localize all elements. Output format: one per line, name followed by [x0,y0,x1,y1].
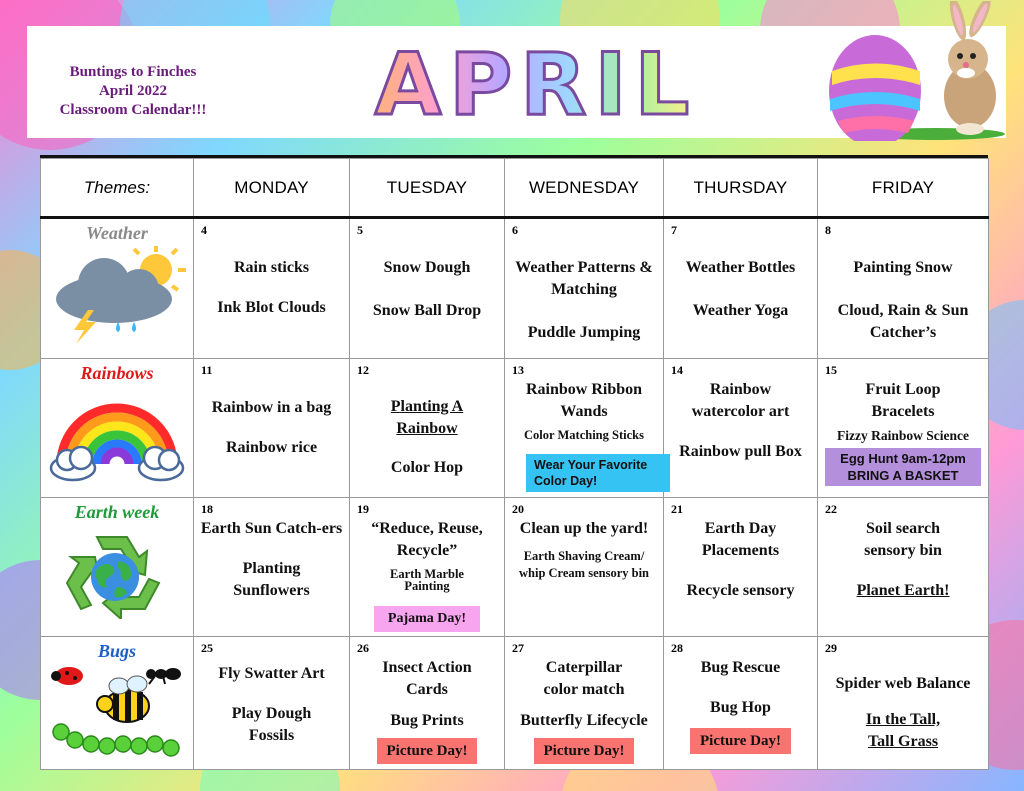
friday-header: FRIDAY [818,159,989,218]
event-badge: Picture Day! [534,738,635,764]
activity: Color Matching Sticks [524,428,644,442]
day-cell-6 [505,218,664,359]
activity: Earth Marble Painting [390,567,464,593]
event-badge: Picture Day! [690,728,791,754]
day-number: 25 [201,641,213,655]
activity: Weather Patterns & Matching [515,259,653,298]
day-number: 4 [201,223,207,237]
day-number: 19 [357,502,369,516]
ant-icon [147,669,180,684]
ladybug-icon [51,667,83,685]
theme-label: Weather [86,223,148,243]
activity: Bug Rescue [700,659,781,676]
day-cell-28 [664,637,818,770]
day-cell-25 [194,637,350,770]
day-number: 27 [512,641,524,655]
calendar-label: Classroom Calendar!!! [59,102,207,118]
day-cell-12 [350,359,505,498]
activity: Bug Hop [710,699,771,716]
activity: Caterpillar color match [543,659,625,698]
day-number: 6 [512,223,518,237]
activity: Soil search sensory bin [864,520,942,559]
theme-label: Rainbows [80,363,154,383]
day-number: 12 [357,363,369,377]
activity: Painting Snow [853,259,953,276]
day-cell-19 [350,498,505,637]
activity: Rainbow rice [225,439,318,456]
day-cell-29 [818,637,989,770]
themes-column-header: Themes: [41,159,194,218]
day-number: 11 [201,363,213,377]
month-year: April 2022 [99,83,167,99]
header-title [35,63,231,120]
day-number: 14 [671,363,683,377]
event-badge: Pajama Day! [374,606,480,632]
activity: Rainbow watercolor art [691,381,790,420]
monday-header: MONDAY [194,159,350,218]
activity: Rainbow pull Box [679,443,802,460]
day-cell-15 [818,359,989,498]
day-cell-11 [194,359,350,498]
day-number: 22 [825,502,837,516]
activity: Planting A Rainbow [390,398,464,437]
calendar-table [40,158,989,770]
day-number: 15 [825,363,837,377]
activity: Clean up the yard! [519,520,649,537]
activity: In the Tall, Tall Grass [865,711,941,750]
day-number: 21 [671,502,683,516]
day-cell-18 [194,498,350,637]
activity: Earth Sun Catch-ers [200,520,343,537]
day-number: 28 [671,641,683,655]
week-row-bugs [41,637,989,770]
event-badge [825,448,981,486]
activity: Butterfly Lifecycle [520,712,648,729]
event-badge-line2: BRING A BASKET [847,468,959,483]
activity: Snow Ball Drop [372,302,482,319]
header-row [41,159,989,218]
activity: Fizzy Rainbow Science [837,428,969,443]
bee-icon [97,676,149,722]
day-cell-22 [818,498,989,637]
week-row-weather [41,218,989,359]
activity: Rain sticks [233,259,310,276]
activity: Planet Earth! [856,582,950,599]
day-cell-27 [505,637,664,770]
event-badge: Wear Your Favorite Color Day! [526,454,670,492]
rainbow-cloud-icon [47,384,187,482]
week-row-earth-week [41,498,989,637]
activity: Fly Swatter Art [218,665,325,682]
activity: Cloud, Rain & Sun Catcher’s [837,302,969,341]
day-number: 29 [825,641,837,655]
activity: Weather Bottles [685,259,796,276]
day-cell-4 [194,218,350,359]
week-row-rainbows [41,359,989,498]
day-number: 5 [357,223,363,237]
activity: “Reduce, Reuse, Recycle” [371,520,483,559]
april-title-text: APRIL [374,36,698,132]
day-cell-21 [664,498,818,637]
theme-label: Earth week [74,502,160,522]
caterpillar-icon [53,724,179,756]
day-cell-8 [818,218,989,359]
activity: Rainbow Ribbon Wands [525,381,643,420]
activity: Bug Prints [390,712,464,729]
activity: Weather Yoga [692,302,789,319]
day-number: 8 [825,223,831,237]
activity: Earth Shaving Cream/ whip Cream sensory bin [519,549,649,580]
activity: Recycle sensory [686,582,795,599]
day-number: 13 [512,363,524,377]
day-cell-26 [350,637,505,770]
day-cell-20 [505,498,664,637]
recycle-earth-icon [47,523,187,619]
day-number: 18 [201,502,213,516]
activity: Puddle Jumping [527,324,641,341]
day-cell-7 [664,218,818,359]
tuesday-header: TUESDAY [350,159,505,218]
activity: Planting Sunflowers [233,560,310,599]
bugs-icon [47,662,187,758]
class-name: Buntings to Finches [69,64,197,80]
day-number: 26 [357,641,369,655]
thursday-header: THURSDAY [664,159,818,218]
activity: Insect Action Cards [382,659,472,698]
event-badge: Picture Day! [377,738,478,764]
event-badge-line1: Egg Hunt 9am-12pm [840,451,966,466]
theme-cell-weather [41,218,194,359]
easter-bunny-egg-icon [820,1,1010,141]
day-cell-13 [505,359,664,498]
day-cell-14 [664,359,818,498]
activity: Ink Blot Clouds [217,299,326,316]
day-number: 7 [671,223,677,237]
theme-label: Bugs [97,641,137,661]
theme-cell-earth-week [41,498,194,637]
activity: Fruit Loop Bracelets [865,381,941,420]
activity: Spider web Balance [835,675,971,692]
day-cell-5 [350,218,505,359]
wednesday-header: WEDNESDAY [505,159,664,218]
storm-cloud-sun-icon [44,244,190,344]
activity: Color Hop [390,459,464,476]
april-title-art [271,36,801,132]
calendar-grid [40,155,988,769]
activity: Rainbow in a bag [211,399,332,416]
activity: Play Dough Fossils [231,705,312,744]
activity: Earth Day Placements [701,520,780,559]
theme-cell-rainbows [41,359,194,498]
header-banner [27,26,1006,138]
activity: Snow Dough [383,259,471,276]
theme-cell-bugs [41,637,194,770]
day-number: 20 [512,502,524,516]
